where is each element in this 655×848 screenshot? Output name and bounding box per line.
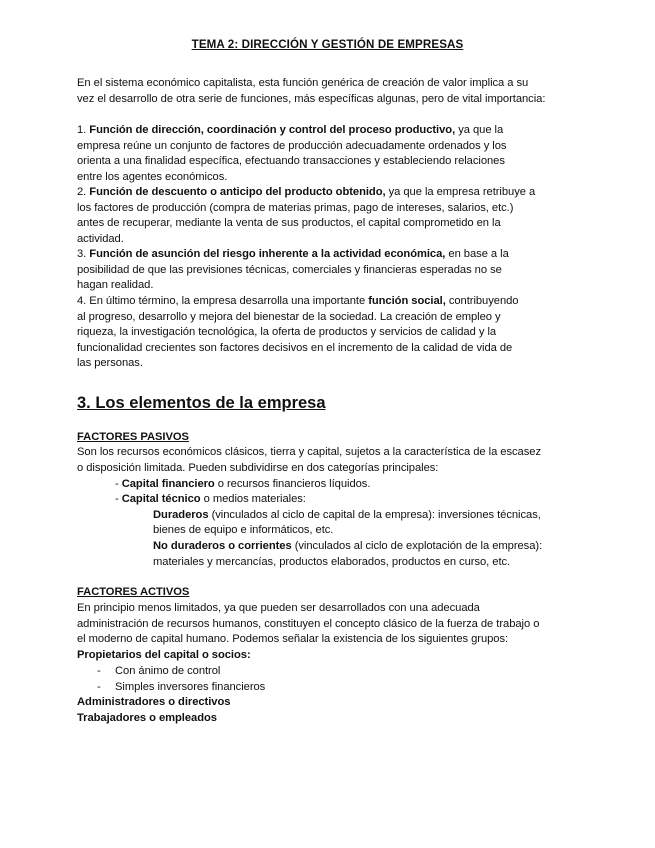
- list-item: Simples inversores financieros: [115, 681, 266, 693]
- function-4-line: al progreso, desarrollo y mejora del bienestar de la sociedad. La creación de empleo y: [77, 311, 501, 323]
- duraderos-item: [153, 508, 541, 524]
- no-duraderos-item-line: materiales y mercancías, productos elaborados, productos en curso, etc.: [153, 556, 511, 568]
- item-term: Duraderos: [153, 509, 209, 521]
- item-text: (vinculados al ciclo de capital de la empresa): inversiones técnicas,: [208, 509, 541, 521]
- item-term: Capital técnico: [121, 493, 201, 505]
- function-4-line: riqueza, la investigación tecnológica, la oferta de productos y servicios de calidad y la: [77, 326, 497, 338]
- function-3-line: [77, 247, 509, 263]
- function-text: en base a la: [445, 248, 509, 260]
- intro-line: En el sistema económico capitalista, esta función genérica de creación de valor implica a su: [77, 77, 529, 89]
- function-1-line: orienta a una finalidad específica, efectuando transacciones y estableciendo relaciones: [77, 155, 505, 167]
- function-text: 4. En último término, la empresa desarrolla una importante: [77, 295, 369, 307]
- trabajadores-heading: Trabajadores o empleados: [77, 712, 217, 724]
- function-number: 1.: [77, 124, 90, 136]
- function-number: 3.: [77, 248, 90, 260]
- item-text: o recursos financieros líquidos.: [214, 478, 371, 490]
- pasivos-line: Son los recursos económicos clásicos, tierra y capital, sujetos a la característica de la escasez: [77, 446, 541, 458]
- function-3-line: hagan realidad.: [77, 279, 154, 291]
- item-text: o medios materiales:: [200, 493, 306, 505]
- function-text: ya que la: [455, 124, 504, 136]
- no-duraderos-item: [153, 539, 542, 555]
- function-2-line: los factores de producción (compra de materias primas, pago de intereses, salarios, etc.): [77, 202, 514, 214]
- function-3-line: posibilidad de que las previsiones técnicas, comerciales y financieras esperadas no se: [77, 264, 502, 276]
- function-title: Función de asunción del riesgo inherente a la actividad económica,: [89, 248, 446, 260]
- function-2-line: actividad.: [77, 233, 124, 245]
- dash-bullet: -: [115, 493, 122, 505]
- function-title: Función de descuento o anticipo del producto obtenido,: [89, 186, 386, 198]
- item-term: Capital financiero: [121, 478, 215, 490]
- activos-line: el moderno de capital humano. Podemos señalar la existencia de los siguientes grupos:: [77, 633, 509, 645]
- subsection-heading-activos: FACTORES ACTIVOS: [77, 586, 190, 598]
- function-2-line: antes de recuperar, mediante la venta de sus productos, el capital comprometido en la: [77, 217, 501, 229]
- function-title: Función de dirección, coordinación y control del proceso productivo,: [89, 124, 456, 136]
- dash-bullet: -: [97, 681, 101, 693]
- capital-financiero-item: [115, 477, 370, 493]
- function-text: contribuyendo: [445, 295, 519, 307]
- item-text: (vinculados al ciclo de explotación de la empresa):: [291, 540, 543, 552]
- intro-line: vez el desarrollo de otra serie de funciones, más específicas algunas, pero de vital importancia:: [77, 93, 546, 105]
- activos-line: administración de recursos humanos, constituyen el concepto clásico de la fuerza de trabajo o: [77, 618, 540, 630]
- function-1-line: [77, 123, 503, 139]
- function-4-line: funcionalidad crecientes son factores decisivos en el incremento de la calidad de vida de: [77, 342, 513, 354]
- document-title: TEMA 2: DIRECCIÓN Y GESTIÓN DE EMPRESAS: [191, 38, 464, 51]
- list-item: Con ánimo de control: [115, 665, 221, 677]
- activos-line: En principio menos limitados, ya que pueden ser desarrollados con una adecuada: [77, 602, 480, 614]
- function-4-line: [77, 294, 518, 310]
- function-title: función social,: [368, 295, 446, 307]
- dash-bullet: -: [115, 478, 122, 490]
- item-term: No duraderos o corrientes: [153, 540, 292, 552]
- function-4-line: las personas.: [77, 357, 143, 369]
- function-1-line: entre los agentes económicos.: [77, 171, 228, 183]
- propietarios-heading: Propietarios del capital o socios:: [77, 649, 251, 661]
- function-number: 2.: [77, 186, 90, 198]
- function-1-line: empresa reúne un conjunto de factores de producción adecuadamente ordenados y los: [77, 140, 507, 152]
- pasivos-line: o disposición limitada. Pueden subdividirse en dos categorías principales:: [77, 462, 439, 474]
- function-text: ya que la empresa retribuye a: [385, 186, 536, 198]
- subsection-heading-pasivos: FACTORES PASIVOS: [77, 431, 189, 443]
- function-2-line: [77, 185, 535, 201]
- dash-bullet: -: [97, 665, 101, 677]
- capital-tecnico-item: [115, 492, 306, 508]
- administradores-heading: Administradores o directivos: [77, 696, 231, 708]
- section-heading: 3. Los elementos de la empresa: [77, 394, 326, 412]
- duraderos-item-line: bienes de equipo e informáticos, etc.: [153, 524, 334, 536]
